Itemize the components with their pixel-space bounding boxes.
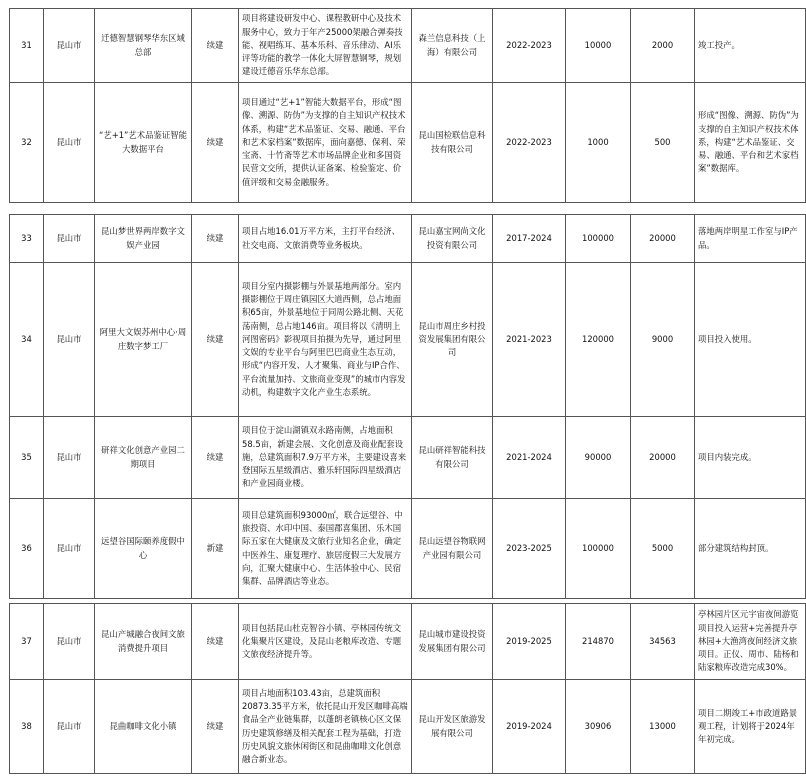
city: 昆山市 bbox=[44, 604, 95, 680]
table-row bbox=[10, 215, 806, 263]
annual-target: 项目投入使用。 bbox=[695, 263, 806, 417]
build-period: 2019-2024 bbox=[493, 680, 566, 774]
owner-company: 昆山嘉宝网尚文化投资有限公司 bbox=[412, 215, 493, 263]
row-number: 35 bbox=[10, 417, 44, 499]
build-period: 2022-2023 bbox=[493, 9, 566, 83]
project-content: 项目总建筑面积93000㎡，联合远望谷、中旅投资、水印中国、泰国郡喜集团、乐木国际五家在大健康及文旅行业知名企业，确定中医养生、康复理疗、旅居度假三大发展方向，汇聚大健康中心、生活体验中心、民宿集群、品牌酒店等业态。 bbox=[239, 499, 412, 599]
project-name: 昆山梦世界两岸数字文娱产业园 bbox=[95, 215, 192, 263]
city: 昆山市 bbox=[44, 215, 95, 263]
owner-company: 昆山开发区旅游发展有限公司 bbox=[412, 680, 493, 774]
build-period: 2019-2025 bbox=[493, 604, 566, 680]
project-name: 远望谷国际颐养度假中心 bbox=[95, 499, 192, 599]
table-row bbox=[10, 499, 806, 599]
build-type: 新建 bbox=[192, 499, 239, 599]
annual-investment: 20000 bbox=[631, 417, 695, 499]
build-type: 续建 bbox=[192, 83, 239, 203]
city: 昆山市 bbox=[44, 83, 95, 203]
project-content: 项目占地面积103.43亩，总建筑面积20873.35平方米，依托昆山开发区咖啡高端食品全产业链集群，以蓬朗老镇核心区文保历史建筑修缮及相关配套工程为基础，打造历史风貌文旅休闲街区和昆曲咖啡文化创意融合新业态。 bbox=[239, 680, 412, 774]
annual-investment: 13000 bbox=[631, 680, 695, 774]
table-row bbox=[10, 263, 806, 417]
build-type: 续建 bbox=[192, 680, 239, 774]
table-row bbox=[10, 680, 806, 774]
annual-target: 落地两岸明星工作室与IP产品。 bbox=[695, 215, 806, 263]
build-period: 2021-2024 bbox=[493, 417, 566, 499]
annual-target: 竣工投产。 bbox=[695, 9, 806, 83]
total-investment: 120000 bbox=[566, 263, 631, 417]
project-name: 研祥文化创意产业园二期项目 bbox=[95, 417, 192, 499]
table-row bbox=[10, 604, 806, 680]
build-period: 2022-2023 bbox=[493, 83, 566, 203]
annual-investment: 500 bbox=[631, 83, 695, 203]
row-number: 34 bbox=[10, 263, 44, 417]
total-investment: 30906 bbox=[566, 680, 631, 774]
build-type: 续建 bbox=[192, 417, 239, 499]
annual-investment: 2000 bbox=[631, 9, 695, 83]
build-period: 2021-2023 bbox=[493, 263, 566, 417]
owner-company: 昆山市周庄乡村投资发展集团有限公司 bbox=[412, 263, 493, 417]
annual-investment: 9000 bbox=[631, 263, 695, 417]
project-name: 昆山产城融合夜间文旅消费提升项目 bbox=[95, 604, 192, 680]
project-name: 阿里大文娱苏州中心·周庄数字梦工厂 bbox=[95, 263, 192, 417]
city: 昆山市 bbox=[44, 417, 95, 499]
project-content: 项目将建设研发中心、课程教研中心及技术服务中心，致力于年产25000架融合弹奏技能、视唱练耳、基本乐科、音乐律动、AI乐评等功能的教学一体化大屏智慧钢琴，规划建设迁德音乐华东总部。 bbox=[239, 9, 412, 83]
city: 昆山市 bbox=[44, 263, 95, 417]
owner-company: 昆山城市建设投资发展集团有限公司 bbox=[412, 604, 493, 680]
project-content: 项目位于淀山湖镇双永路南侧，占地面积58.5亩，新建会展、文化创意及商业配套设施，总建筑面积7.9万平方米，主要建设喜来登国际五星级酒店、雅乐轩国际四星级酒店和产业园商业楼。 bbox=[239, 417, 412, 499]
row-number: 38 bbox=[10, 680, 44, 774]
table-row bbox=[10, 9, 806, 83]
project-content: 项目包括昆山杜克智谷小镇、亭林园传统文化集聚片区建设，及昆山老粮库改造、专题文旅夜经济提升等。 bbox=[239, 604, 412, 680]
project-name: 迁德智慧钢琴华东区域总部 bbox=[95, 9, 192, 83]
annual-target: 项目二期竣工+市政道路景观工程，计划将于2024年年初完成。 bbox=[695, 680, 806, 774]
row-number: 33 bbox=[10, 215, 44, 263]
projects-table-block-2 bbox=[9, 214, 806, 599]
row-number: 36 bbox=[10, 499, 44, 599]
annual-target: 部分建筑结构封顶。 bbox=[695, 499, 806, 599]
city: 昆山市 bbox=[44, 499, 95, 599]
owner-company: 昆山远望谷物联网产业园有限公司 bbox=[412, 499, 493, 599]
total-investment: 100000 bbox=[566, 215, 631, 263]
row-number: 32 bbox=[10, 83, 44, 203]
annual-investment: 34563 bbox=[631, 604, 695, 680]
project-content: 项目分室内摄影棚与外景基地两部分。室内摄影棚位于周庄镇园区大道西侧，总占地面积65亩，外景基地位于同周公路北侧、天花荡南侧，总占地146亩。项目将以《清明上河图密码》影视项目拍摄为先导，通过阿里文娱的专业平台与阿里巴巴商业生态互动，形成“内容开发、人才聚集、商业与IP合作、平台流量加持、文旅商业变现”的城市内容发动机，构建数字文化产业生态系统。 bbox=[239, 263, 412, 417]
projects-table-block-1 bbox=[9, 8, 806, 203]
total-investment: 10000 bbox=[566, 9, 631, 83]
annual-investment: 20000 bbox=[631, 215, 695, 263]
build-type: 续建 bbox=[192, 604, 239, 680]
total-investment: 1000 bbox=[566, 83, 631, 203]
total-investment: 100000 bbox=[566, 499, 631, 599]
annual-target: 亭林园片区元宇宙夜间游览项目投入运营+完善提升亭林园+大渔湾夜间经济文旅项目。正仪、周市、陆杨和陆家粮库改造完成30%。 bbox=[695, 604, 806, 680]
owner-company: 昆山研祥智能科技有限公司 bbox=[412, 417, 493, 499]
total-investment: 214870 bbox=[566, 604, 631, 680]
project-content: 项目占地16.01万平方米，主打平台经济、社交电商、文旅消费等业务板块。 bbox=[239, 215, 412, 263]
city: 昆山市 bbox=[44, 9, 95, 83]
project-name: 昆曲咖啡文化小镇 bbox=[95, 680, 192, 774]
annual-investment: 5000 bbox=[631, 499, 695, 599]
row-number: 37 bbox=[10, 604, 44, 680]
table-row bbox=[10, 83, 806, 203]
build-period: 2017-2024 bbox=[493, 215, 566, 263]
projects-table-block-3 bbox=[9, 603, 806, 774]
owner-company: 昆山国检联信息科技有限公司 bbox=[412, 83, 493, 203]
annual-target: 形成“图像、溯源、防伪”为支撑的自主知识产权技术体系，构建“艺术品鉴证、交易、融通、平台和艺术家档案”数据库。 bbox=[695, 83, 806, 203]
project-content: 项目通过“艺+1”智能大数据平台，形成“图像、溯源、防伪”为支撑的自主知识产权技术体系，构建“艺术品鉴证、交易、融通、平台和艺术家档案”数据库，面向嘉德、保利、荣宝斋、十竹斋等艺术市场品牌企业和多国资民营文交所，提供认证备案、检验鉴定、价值评级和交易金融服务。 bbox=[239, 83, 412, 203]
table-row bbox=[10, 417, 806, 499]
row-number: 31 bbox=[10, 9, 44, 83]
annual-target: 项目内装完成。 bbox=[695, 417, 806, 499]
build-type: 续建 bbox=[192, 9, 239, 83]
build-type: 续建 bbox=[192, 263, 239, 417]
build-type: 续建 bbox=[192, 215, 239, 263]
project-name: “艺+1”艺术品鉴证智能大数据平台 bbox=[95, 83, 192, 203]
owner-company: 森兰信息科技（上海）有限公司 bbox=[412, 9, 493, 83]
city: 昆山市 bbox=[44, 680, 95, 774]
total-investment: 90000 bbox=[566, 417, 631, 499]
build-period: 2023-2025 bbox=[493, 499, 566, 599]
